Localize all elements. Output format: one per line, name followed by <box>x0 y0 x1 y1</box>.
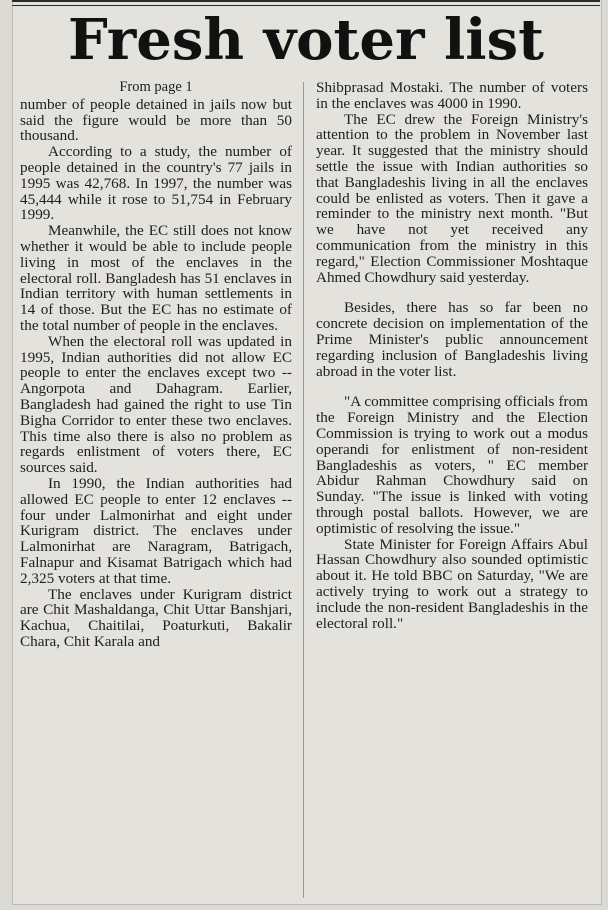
paragraph: number of people detained in jails now but said the figure would be more than 50 thousand. <box>20 95 292 145</box>
left-column <box>20 80 292 650</box>
column-divider <box>303 82 304 898</box>
jump-line: From page 1 <box>119 79 193 95</box>
paragraph: When the electoral roll was updated in 1995, Indian authorities did not allow EC people to enter the enclaves except two -- Angorpota and Dahagram. Earlier, Bangladesh had gained the right to use Tin Bigha Corridor to enter these two enclaves. This time also there is also no problem as regards enlistment of voters there, EC sources said. <box>20 332 292 477</box>
paragraph: Meanwhile, the EC still does not know whether it would be able to include people living in most of the enclaves in the electoral roll. Bangladesh has 51 enclaves in Indian territory with human settlements in 14 of those. But the EC has no estimate of the total number of people in the enclaves. <box>20 222 292 334</box>
paragraph: In 1990, the Indian authorities had allowed EC people to enter 12 enclaves -- four under Lalmonirhat and eight under Kurigram district. The enclaves under Lalmonirhat are Naragram, Batrigach, Falnapur and Kisamat Batrigach which had 2,325 voters at that time. <box>20 474 292 587</box>
headline: Fresh voter list <box>68 7 544 73</box>
paragraph: "A committee comprising officials from the Foreign Ministry and the Election Commission is trying to work out a modus operandi for enlistment of non-resident Bangladeshis as voters, " EC member Abidur Rahman Chowdhury said on Sunday. "The issue is linked with voting through postal ballots. However, we are optimistic of resolving the issue." <box>316 393 588 537</box>
paragraph: State Minister for Foreign Affairs Abul Hassan Chowdhury also sounded optimistic about it. He told BBC on Saturday, "We are actively trying to work out a strategy to include the non-resident Bangladeshis in the electoral roll." <box>316 535 588 632</box>
right-column <box>316 80 588 631</box>
paragraph: The enclaves under Kurigram district are Chit Mashaldanga, Chit Uttar Banshjari, Kachua, Chaitilai, Poaturkuti, Bakalir Chara, Chit Karala and <box>20 585 292 650</box>
paragraph: Besides, there has so far been no concrete decision on implementation of the Prime Minister's public announcement regarding inclusion of Bangladeshis living abroad in the voter list. <box>316 299 588 380</box>
paragraph: The EC drew the Foreign Ministry's attention to the problem in November last year. It suggested that the ministry should settle the issue with Indian authorities so that Bangladeshis living in all the enclaves could be enlisted as voters. Then it gave a reminder to the ministry next month. "But we have not yet received any communication from the ministry in this regard," Election Commissioner Moshtaque Ahmed Chowdhury said yesterday. <box>316 110 588 286</box>
paragraph: According to a study, the number of people detained in the country's 77 jails in 1995 was 42,768. In 1997, the number was 45,444 while it rose to 51,754 in February 1999. <box>20 143 292 224</box>
paragraph: Shibprasad Mostaki. The number of voters in the enclaves was 4000 in 1990. <box>316 79 588 112</box>
